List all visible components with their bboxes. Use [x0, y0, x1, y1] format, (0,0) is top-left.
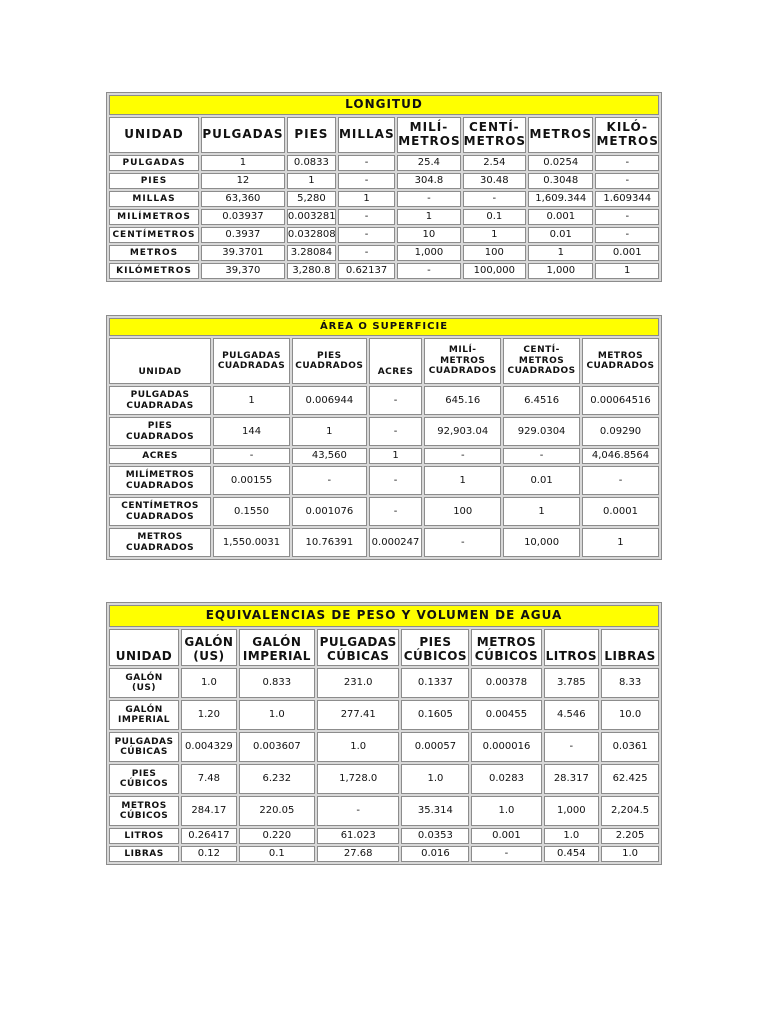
table-cell: 0.001	[471, 828, 541, 844]
table-row	[109, 227, 659, 243]
header-cell: METROS CÚBICOS	[471, 629, 541, 666]
table-cell: 0.032808	[287, 227, 336, 243]
table-cell: 10.76391	[292, 528, 367, 557]
header-cell: PIES CUADRADOS	[292, 338, 367, 384]
table-cell: 0.006944	[292, 386, 367, 415]
table-cell: 1	[463, 227, 526, 243]
table-cell: -	[463, 191, 526, 207]
table-cell: 1	[424, 466, 501, 495]
header-cell: PULGADAS CUADRADAS	[213, 338, 290, 384]
table-cell: 0.3937	[201, 227, 285, 243]
area-header-row	[109, 338, 659, 384]
table-cell: 28.317	[544, 764, 600, 794]
table-cell: -	[471, 846, 541, 862]
table-cell: 0.001076	[292, 497, 367, 526]
header-cell: ACRES	[369, 338, 423, 384]
table-cell: 1.0	[471, 796, 541, 826]
table-cell: 1	[528, 245, 593, 261]
table-cell: 0.1605	[401, 700, 469, 730]
table-row	[109, 828, 659, 844]
table-cell: -	[369, 497, 423, 526]
table-cell: 0.01	[528, 227, 593, 243]
table-cell: -	[213, 448, 290, 464]
table-cell: 6.232	[239, 764, 315, 794]
table-cell: -	[595, 227, 659, 243]
table-cell: 0.1550	[213, 497, 290, 526]
table-cell: 2.205	[601, 828, 659, 844]
table-cell: 0.1337	[401, 668, 469, 698]
table-cell: -	[424, 528, 501, 557]
table-cell: 0.220	[239, 828, 315, 844]
table-row	[109, 263, 659, 279]
table-cell: 0.004329	[181, 732, 237, 762]
row-label-cell: LITROS	[109, 828, 179, 844]
table-cell: -	[292, 466, 367, 495]
table-cell: 43,560	[292, 448, 367, 464]
table-cell: 7.48	[181, 764, 237, 794]
table-cell: -	[369, 466, 423, 495]
table-row	[109, 448, 659, 464]
header-cell: MILÍ- METROS CUADRADOS	[424, 338, 501, 384]
longitud-table-section	[106, 92, 662, 282]
table-cell: 0.62137	[338, 263, 395, 279]
table-cell: 0.09290	[582, 417, 659, 446]
longitud-table	[106, 92, 662, 282]
table-cell: 0.00064516	[582, 386, 659, 415]
table-cell: 1	[338, 191, 395, 207]
table-cell: 63,360	[201, 191, 285, 207]
table-cell: 1	[287, 173, 336, 189]
table-cell: -	[424, 448, 501, 464]
table-row	[109, 846, 659, 862]
table-cell: 0.454	[544, 846, 600, 862]
table-cell: 0.0001	[582, 497, 659, 526]
table-row	[109, 386, 659, 415]
table-cell: 1,000	[397, 245, 460, 261]
table-cell: -	[397, 191, 460, 207]
table-cell: -	[595, 155, 659, 171]
header-cell: LIBRAS	[601, 629, 659, 666]
table-cell: 0.0353	[401, 828, 469, 844]
table-cell: 4,046.8564	[582, 448, 659, 464]
table-cell: 0.016	[401, 846, 469, 862]
table-cell: 10	[397, 227, 460, 243]
table-cell: 0.1	[239, 846, 315, 862]
table-cell: 144	[213, 417, 290, 446]
table-cell: 2,204.5	[601, 796, 659, 826]
row-label-cell: PIES CÚBICOS	[109, 764, 179, 794]
header-cell: METROS	[528, 117, 593, 153]
table-cell: 0.12	[181, 846, 237, 862]
table-cell: 1.0	[317, 732, 399, 762]
table-cell: 1.0	[544, 828, 600, 844]
table-cell: 1,000	[544, 796, 600, 826]
table-cell: -	[338, 173, 395, 189]
table-cell: 645.16	[424, 386, 501, 415]
table-cell: 30.48	[463, 173, 526, 189]
table-cell: 1.0	[181, 668, 237, 698]
header-cell: PULGADAS	[201, 117, 285, 153]
header-cell: UNIDAD	[109, 629, 179, 666]
table-cell: 0.01	[503, 466, 580, 495]
header-cell: LITROS	[544, 629, 600, 666]
table-cell: 0.1	[463, 209, 526, 225]
header-cell: PIES	[287, 117, 336, 153]
table-cell: 0.003607	[239, 732, 315, 762]
row-label-cell: LIBRAS	[109, 846, 179, 862]
table-cell: 220.05	[239, 796, 315, 826]
table-cell: 0.000247	[369, 528, 423, 557]
table-cell: -	[595, 209, 659, 225]
table-cell: -	[369, 386, 423, 415]
table-row	[109, 466, 659, 495]
table-cell: 2.54	[463, 155, 526, 171]
header-cell: MILÍ- METROS	[397, 117, 460, 153]
table-cell: -	[369, 417, 423, 446]
table-cell: -	[338, 155, 395, 171]
row-label-cell: METROS	[109, 245, 199, 261]
table-cell: 92,903.04	[424, 417, 501, 446]
table-cell: 277.41	[317, 700, 399, 730]
area-table	[106, 315, 662, 560]
table-row	[109, 700, 659, 730]
table-cell: 1.0	[239, 700, 315, 730]
row-label-cell: PULGADAS	[109, 155, 199, 171]
table-cell: 231.0	[317, 668, 399, 698]
table-cell: -	[317, 796, 399, 826]
table-cell: 284.17	[181, 796, 237, 826]
table-cell: 0.00455	[471, 700, 541, 730]
row-label-cell: PULGADAS CÚBICAS	[109, 732, 179, 762]
table-cell: 1,000	[528, 263, 593, 279]
table-cell: 0.03937	[201, 209, 285, 225]
table-cell: 0.003281	[287, 209, 336, 225]
agua-table-section	[106, 602, 662, 865]
header-cell: PIES CÚBICOS	[401, 629, 469, 666]
row-label-cell: MILÍMETROS CUADRADOS	[109, 466, 211, 495]
table-cell: -	[544, 732, 600, 762]
table-row	[109, 417, 659, 446]
table-cell: 1	[397, 209, 460, 225]
table-cell: 27.68	[317, 846, 399, 862]
table-cell: 1.20	[181, 700, 237, 730]
agua-title: EQUIVALENCIAS DE PESO Y VOLUMEN DE AGUA	[109, 605, 659, 627]
table-cell: 0.0254	[528, 155, 593, 171]
table-cell: 39,370	[201, 263, 285, 279]
agua-header-row	[109, 629, 659, 666]
header-cell: GALÓN (US)	[181, 629, 237, 666]
table-row	[109, 173, 659, 189]
table-cell: 25.4	[397, 155, 460, 171]
table-cell: 1	[213, 386, 290, 415]
row-label-cell: ACRES	[109, 448, 211, 464]
table-cell: 1,728.0	[317, 764, 399, 794]
table-cell: 0.833	[239, 668, 315, 698]
table-cell: 5,280	[287, 191, 336, 207]
table-cell: 1.0	[601, 846, 659, 862]
table-cell: -	[338, 227, 395, 243]
header-cell: UNIDAD	[109, 338, 211, 384]
table-cell: -	[338, 245, 395, 261]
row-label-cell: CENTÍMETROS	[109, 227, 199, 243]
table-cell: 1.609344	[595, 191, 659, 207]
table-cell: 0.000016	[471, 732, 541, 762]
table-cell: -	[397, 263, 460, 279]
area-title: ÁREA O SUPERFICIE	[109, 318, 659, 336]
table-row	[109, 668, 659, 698]
table-cell: 3.785	[544, 668, 600, 698]
table-cell: 39.3701	[201, 245, 285, 261]
table-row	[109, 209, 659, 225]
header-cell: GALÓN IMPERIAL	[239, 629, 315, 666]
table-row	[109, 528, 659, 557]
table-cell: 0.001	[595, 245, 659, 261]
table-cell: 0.26417	[181, 828, 237, 844]
row-label-cell: METROS CÚBICOS	[109, 796, 179, 826]
longitud-header-row	[109, 117, 659, 153]
row-label-cell: CENTÍMETROS CUADRADOS	[109, 497, 211, 526]
table-cell: 35.314	[401, 796, 469, 826]
table-cell: 1,550.0031	[213, 528, 290, 557]
row-label-cell: MILLAS	[109, 191, 199, 207]
table-cell: 0.00057	[401, 732, 469, 762]
table-cell: 4.546	[544, 700, 600, 730]
header-cell: CENTÍ- METROS	[463, 117, 526, 153]
table-cell: 10,000	[503, 528, 580, 557]
table-cell: 0.00155	[213, 466, 290, 495]
table-cell: 1,609.344	[528, 191, 593, 207]
table-cell: 10.0	[601, 700, 659, 730]
table-row	[109, 796, 659, 826]
row-label-cell: KILÓMETROS	[109, 263, 199, 279]
table-cell: 0.00378	[471, 668, 541, 698]
table-cell: 3,280.8	[287, 263, 336, 279]
table-row	[109, 191, 659, 207]
table-cell: 1	[582, 528, 659, 557]
table-cell: 304.8	[397, 173, 460, 189]
table-cell: 0.0361	[601, 732, 659, 762]
row-label-cell: PIES	[109, 173, 199, 189]
header-cell: UNIDAD	[109, 117, 199, 153]
table-cell: 8.33	[601, 668, 659, 698]
table-cell: 0.0283	[471, 764, 541, 794]
table-cell: 1	[595, 263, 659, 279]
row-label-cell: GALÓN (US)	[109, 668, 179, 698]
row-label-cell: PIES CUADRADOS	[109, 417, 211, 446]
table-cell: 12	[201, 173, 285, 189]
table-cell: 0.001	[528, 209, 593, 225]
table-row	[109, 497, 659, 526]
row-label-cell: PULGADAS CUADRADAS	[109, 386, 211, 415]
table-row	[109, 155, 659, 171]
row-label-cell: METROS CUADRADOS	[109, 528, 211, 557]
table-cell: 929.0304	[503, 417, 580, 446]
table-cell: -	[503, 448, 580, 464]
table-cell: 1	[369, 448, 423, 464]
table-cell: 0.0833	[287, 155, 336, 171]
table-row	[109, 764, 659, 794]
table-cell: 100	[424, 497, 501, 526]
row-label-cell: GALÓN IMPERIAL	[109, 700, 179, 730]
table-cell: 100,000	[463, 263, 526, 279]
row-label-cell: MILÍMETROS	[109, 209, 199, 225]
header-cell: MILLAS	[338, 117, 395, 153]
agua-table	[106, 602, 662, 865]
table-cell: 6.4516	[503, 386, 580, 415]
table-cell: 1.0	[401, 764, 469, 794]
header-cell: METROS CUADRADOS	[582, 338, 659, 384]
table-cell: 61.023	[317, 828, 399, 844]
table-row	[109, 245, 659, 261]
table-cell: 100	[463, 245, 526, 261]
table-cell: -	[338, 209, 395, 225]
header-cell: PULGADAS CÚBICAS	[317, 629, 399, 666]
longitud-title: LONGITUD	[109, 95, 659, 115]
table-row	[109, 732, 659, 762]
area-table-section	[106, 315, 662, 560]
table-cell: 1	[503, 497, 580, 526]
table-cell: -	[582, 466, 659, 495]
header-cell: KILÓ- METROS	[595, 117, 659, 153]
table-cell: -	[595, 173, 659, 189]
table-cell: 1	[201, 155, 285, 171]
table-cell: 0.3048	[528, 173, 593, 189]
header-cell: CENTÍ- METROS CUADRADOS	[503, 338, 580, 384]
table-cell: 1	[292, 417, 367, 446]
table-cell: 62.425	[601, 764, 659, 794]
table-cell: 3.28084	[287, 245, 336, 261]
